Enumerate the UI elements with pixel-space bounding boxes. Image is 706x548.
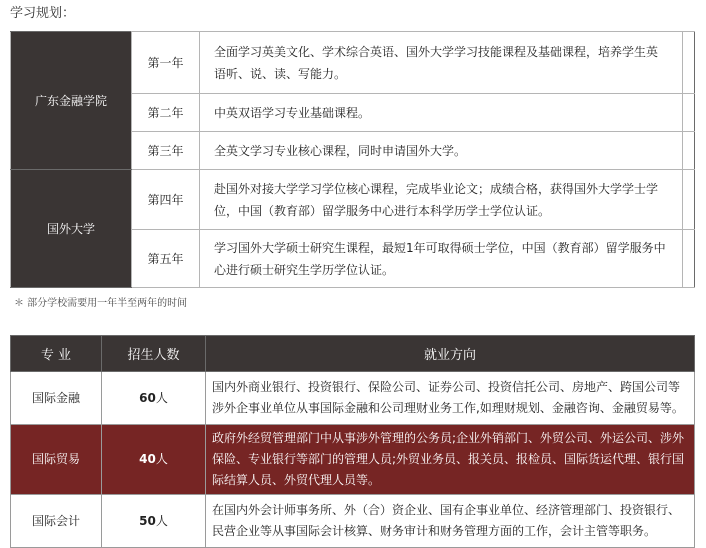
- year-label: 第五年: [132, 230, 200, 288]
- table-row: [11, 425, 695, 495]
- table-row: [11, 372, 695, 425]
- major-name: 国际金融: [11, 372, 102, 425]
- year-label: 第二年: [132, 94, 200, 132]
- year-label: 第三年: [132, 132, 200, 170]
- career-direction: 在国内外会计师事务所、外（合）资企业、国有企事业单位、经济管理部门、投资银行、民营企业等从事国际会计核算、财务审计和财务管理方面的工作，会计主管等职务。: [206, 495, 695, 548]
- header-major: 专 业: [11, 336, 102, 372]
- majors-table: [10, 335, 695, 548]
- stage-label: 国外大学: [11, 170, 132, 288]
- year-description: 全面学习英美文化、学术综合英语、国外大学学习技能课程及基础课程，培养学生英语听、说、读、写能力。: [200, 32, 683, 94]
- table-header-row: [11, 336, 695, 372]
- header-career: 就业方向: [206, 336, 695, 372]
- year-label: 第一年: [132, 32, 200, 94]
- plan-row: [11, 32, 695, 94]
- career-direction: 国内外商业银行、投资银行、保险公司、证券公司、投资信托公司、房地产、跨国公司等涉外企事业单位从事国际金融和公司理财业务工作,如理财规划、金融咨询、金融贸易等。: [206, 372, 695, 425]
- study-plan-table: [10, 31, 695, 288]
- footnote: ＊ 部分学校需要用一年半至两年的时间: [14, 298, 188, 309]
- section-heading: 学习规划：: [10, 6, 76, 21]
- year-description: 中英双语学习专业基础课程。: [200, 94, 683, 132]
- enroll-count: 50人: [102, 495, 206, 548]
- table-row: [11, 495, 695, 548]
- year-description: 全英文学习专业核心课程，同时申请国外大学。: [200, 132, 683, 170]
- enroll-count: 60人: [102, 372, 206, 425]
- plan-row: [11, 170, 695, 230]
- year-label: 第四年: [132, 170, 200, 230]
- year-description: 学习国外大学硕士研究生课程，最短1年可取得硕士学位，中国（教育部）留学服务中心进行硕士研究生学历学位认证。: [200, 230, 683, 288]
- year-description: 赴国外对接大学学习学位核心课程，完成毕业论文；成绩合格，获得国外大学学士学位，中国（教育部）留学服务中心进行本科学历学士学位认证。: [200, 170, 683, 230]
- career-direction: 政府外经贸管理部门中从事涉外管理的公务员;企业外销部门、外贸公司、外运公司、涉外保险、专业银行等部门的管理人员;外贸业务员、报关员、报检员、国际货运代理、银行国际结算人员、外贸代理人员等。: [206, 425, 695, 495]
- major-name: 国际贸易: [11, 425, 102, 495]
- stage-label: 广东金融学院: [11, 32, 132, 170]
- major-name: 国际会计: [11, 495, 102, 548]
- header-enroll: 招生人数: [102, 336, 206, 372]
- enroll-count: 40人: [102, 425, 206, 495]
